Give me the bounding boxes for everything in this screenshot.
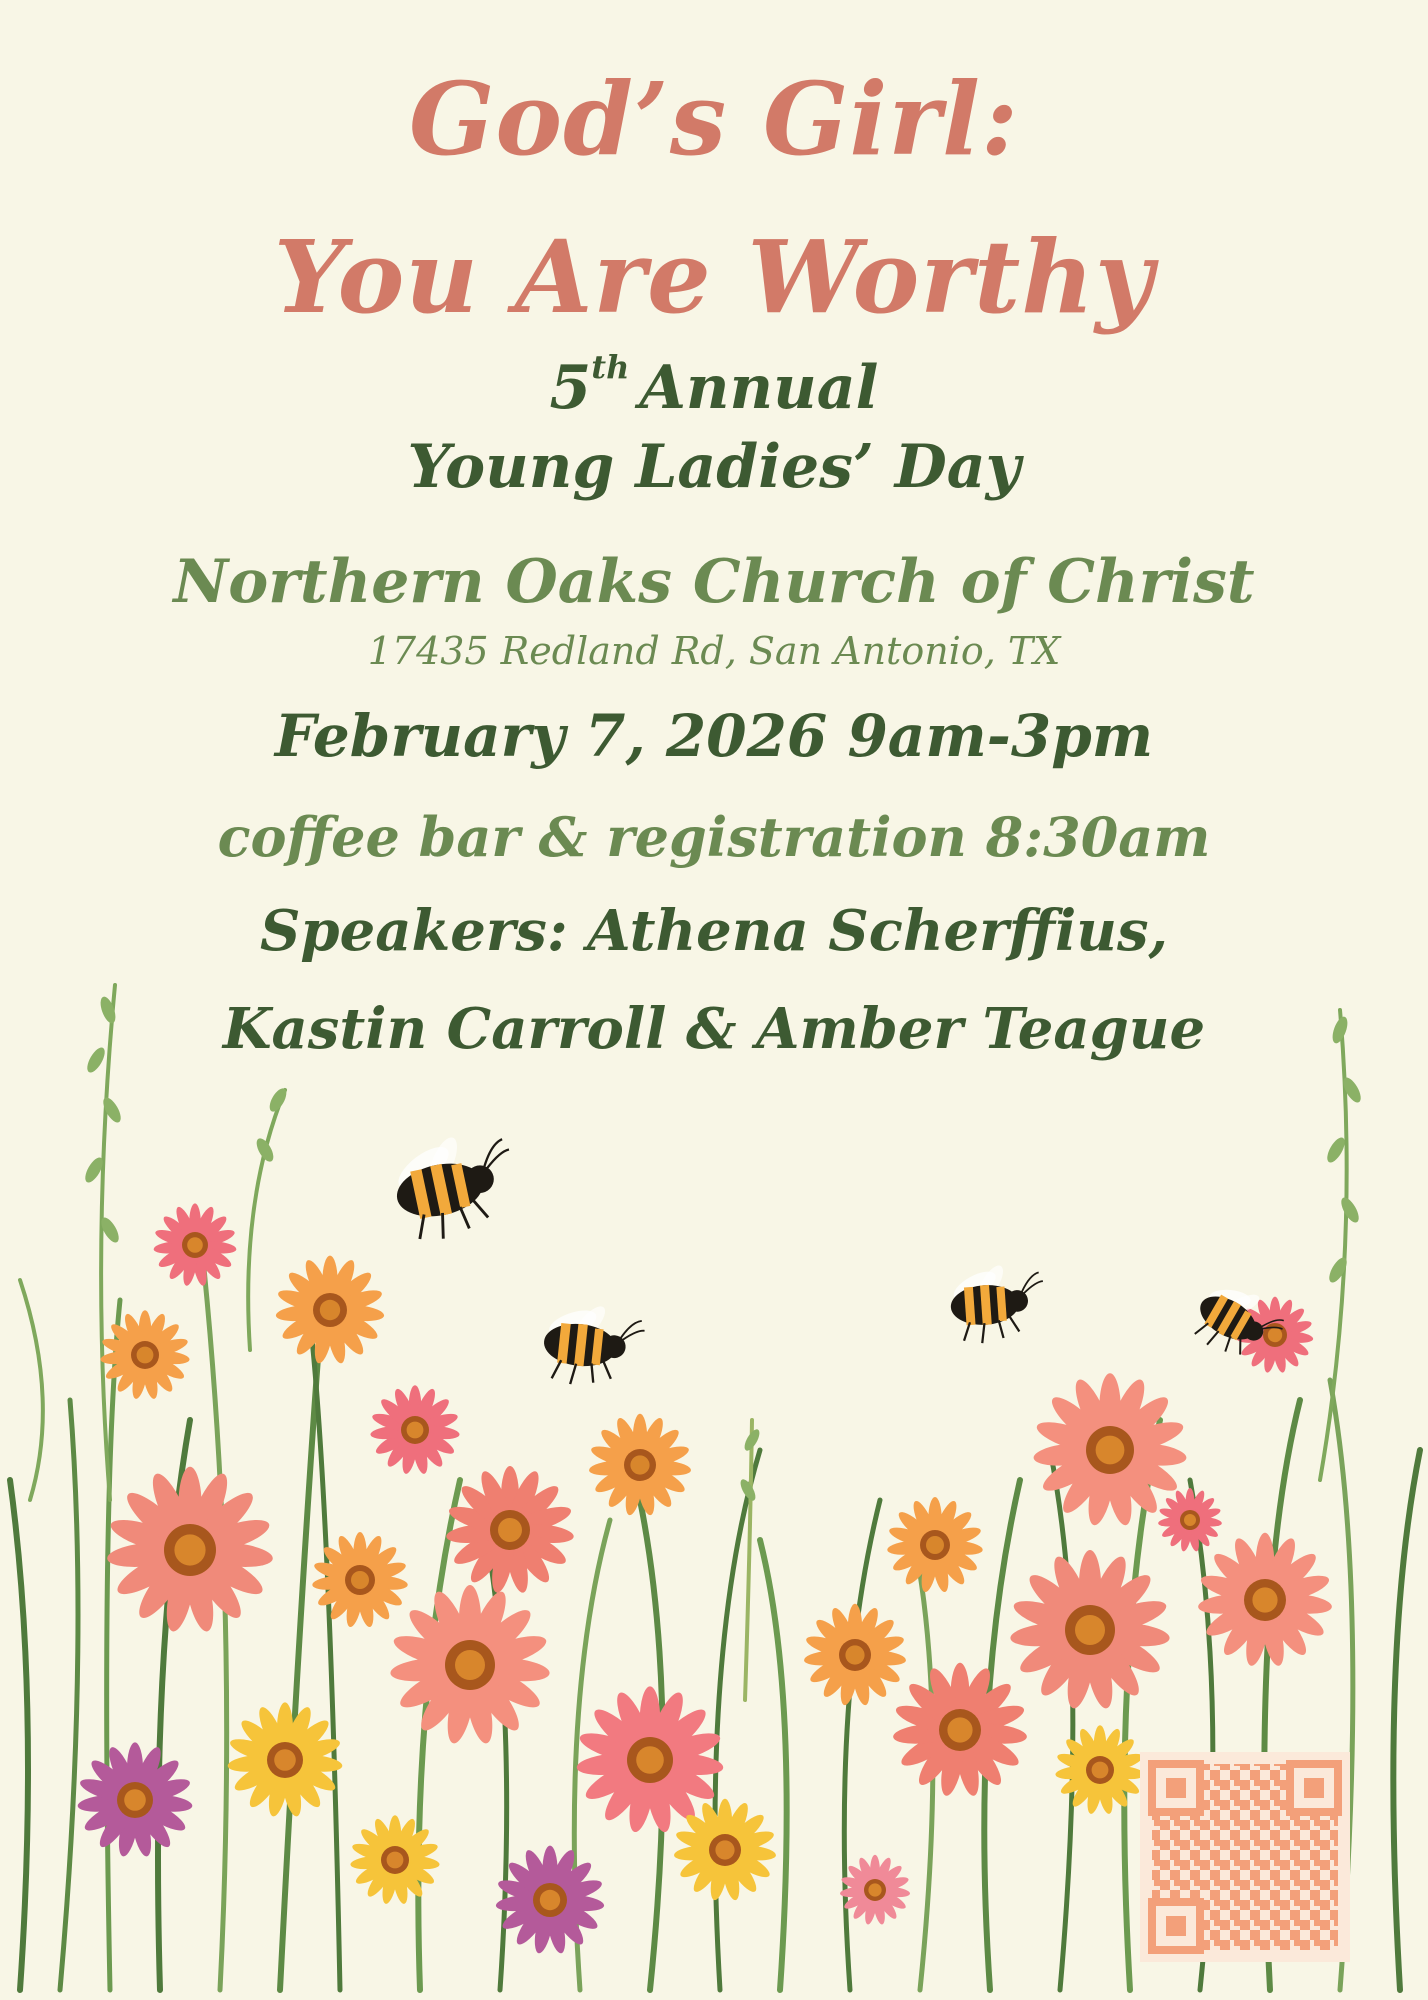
date-time: February 7, 2026 9am-3pm (274, 702, 1154, 770)
flower-icon (370, 1385, 460, 1475)
venue-name: Northern Oaks Church of Christ (173, 547, 1255, 617)
speakers-line-2: Kastin Carroll & Amber Teague (222, 996, 1206, 1062)
flower-icon (1032, 1373, 1187, 1527)
flower-icon (1158, 1488, 1223, 1552)
title-line-1: God’s Girl: (409, 60, 1019, 178)
bee-icon (948, 1258, 1047, 1345)
bees (386, 1121, 1293, 1391)
venue-address: 17435 Redland Rd, San Antonio, TX (367, 629, 1061, 673)
event-name: Young Ladies’ Day (407, 432, 1021, 502)
flower-icon (1055, 1725, 1145, 1815)
flower-icon (275, 1256, 385, 1365)
title-line-2: You Are Worthy (273, 218, 1155, 336)
flower-icon (892, 1663, 1028, 1798)
flower-icon (803, 1604, 906, 1707)
flower-icon (576, 1686, 725, 1834)
flower-icon (445, 1466, 574, 1594)
flower-icon (227, 1702, 343, 1818)
annual-word: Annual (639, 353, 879, 423)
bee-icon (540, 1297, 647, 1392)
flower-icon (887, 1497, 984, 1593)
flower-icon (495, 1846, 605, 1955)
qr-code[interactable] (1140, 1752, 1350, 1962)
flower-icon (839, 1855, 910, 1926)
bee-icon (386, 1121, 525, 1246)
flower-icon (350, 1815, 440, 1905)
flower-icon (77, 1742, 193, 1858)
flower-icon (153, 1203, 237, 1287)
flower-icon (106, 1467, 274, 1634)
annual-number: 5 (549, 353, 592, 423)
flower-icon (389, 1585, 550, 1746)
flower-icon (1009, 1550, 1170, 1711)
speakers-line-1: Speakers: Athena Scherffius, (259, 898, 1169, 964)
annual-suffix: th (591, 348, 630, 386)
coffee-registration: coffee bar & registration 8:30am (217, 805, 1211, 869)
